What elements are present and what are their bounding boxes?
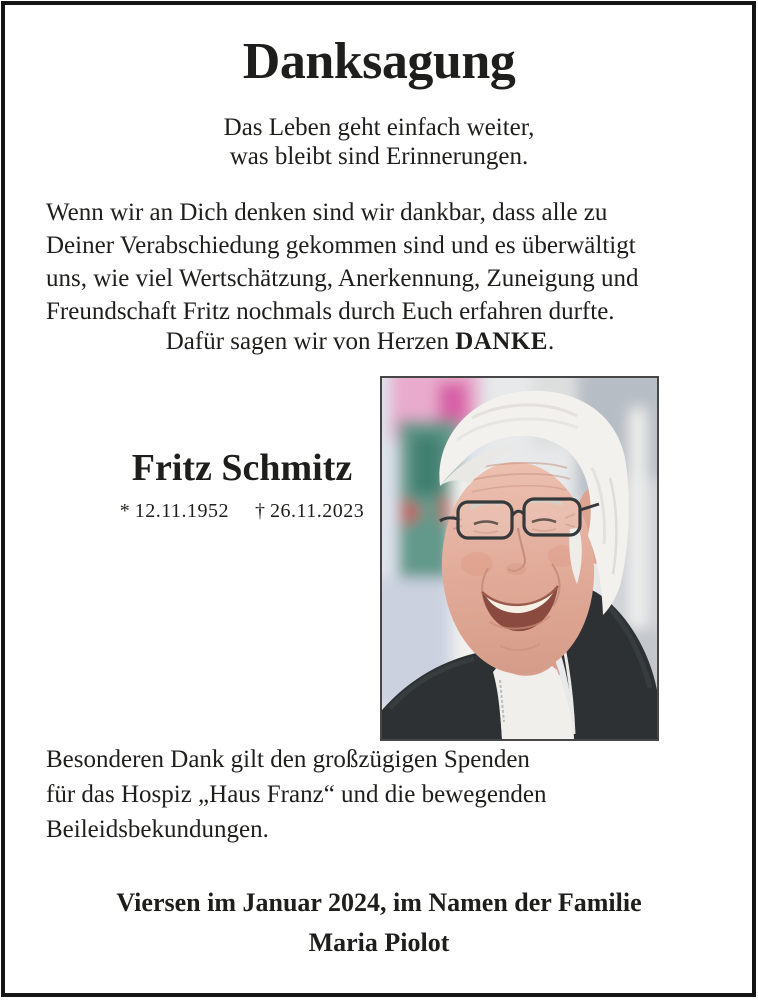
closing-signature [0, 883, 758, 963]
portrait-illustration [382, 378, 657, 739]
epigraph [0, 113, 758, 171]
birth-date: 12.11.1952 [134, 500, 229, 522]
donations-paragraph [46, 742, 736, 847]
portrait-photo [380, 376, 659, 741]
life-dates [92, 499, 392, 523]
death-date: 26.11.2023 [270, 500, 365, 522]
paragraph-line: Deiner Verabschiedung gekommen sind und es überwältigt [46, 232, 636, 259]
paragraph-line: Beileidsbekundungen. [46, 816, 269, 843]
thanks-danke: DANKE [455, 328, 548, 355]
thanks-paragraph [46, 196, 726, 328]
epigraph-line: was bleibt sind Erinnerungen. [229, 143, 529, 170]
paragraph-line: Freundschaft Fritz nochmals durch Euch erfahren durfte. [46, 298, 615, 325]
death-cross-icon: † [255, 500, 266, 522]
thanks-suffix: . [548, 328, 555, 355]
deceased-block [92, 447, 392, 523]
paragraph-line: für das Hospiz „Haus Franz“ und die bewegenden [46, 781, 547, 808]
paragraph-line: Wenn wir an Dich denken sind wir dankbar, dass alle zu [46, 199, 608, 226]
closing-place-line: Viersen im Januar 2024, im Namen der Familie [116, 888, 642, 917]
notice-title: Danksagung [242, 33, 516, 90]
epigraph-line: Das Leben geht einfach weiter, [223, 114, 535, 141]
closing-signer: Maria Piolot [308, 928, 450, 957]
birth-symbol-icon: * [119, 500, 131, 522]
paragraph-line: uns, wie viel Wertschätzung, Anerkennung, Zuneigung und [46, 265, 639, 292]
thanks-prefix: Dafür sagen wir von Herzen [165, 328, 456, 355]
paragraph-line: Besonderen Dank gilt den großzügigen Spenden [46, 746, 530, 773]
deceased-name: Fritz Schmitz [131, 447, 353, 489]
thanks-emphasis-line [0, 326, 720, 357]
